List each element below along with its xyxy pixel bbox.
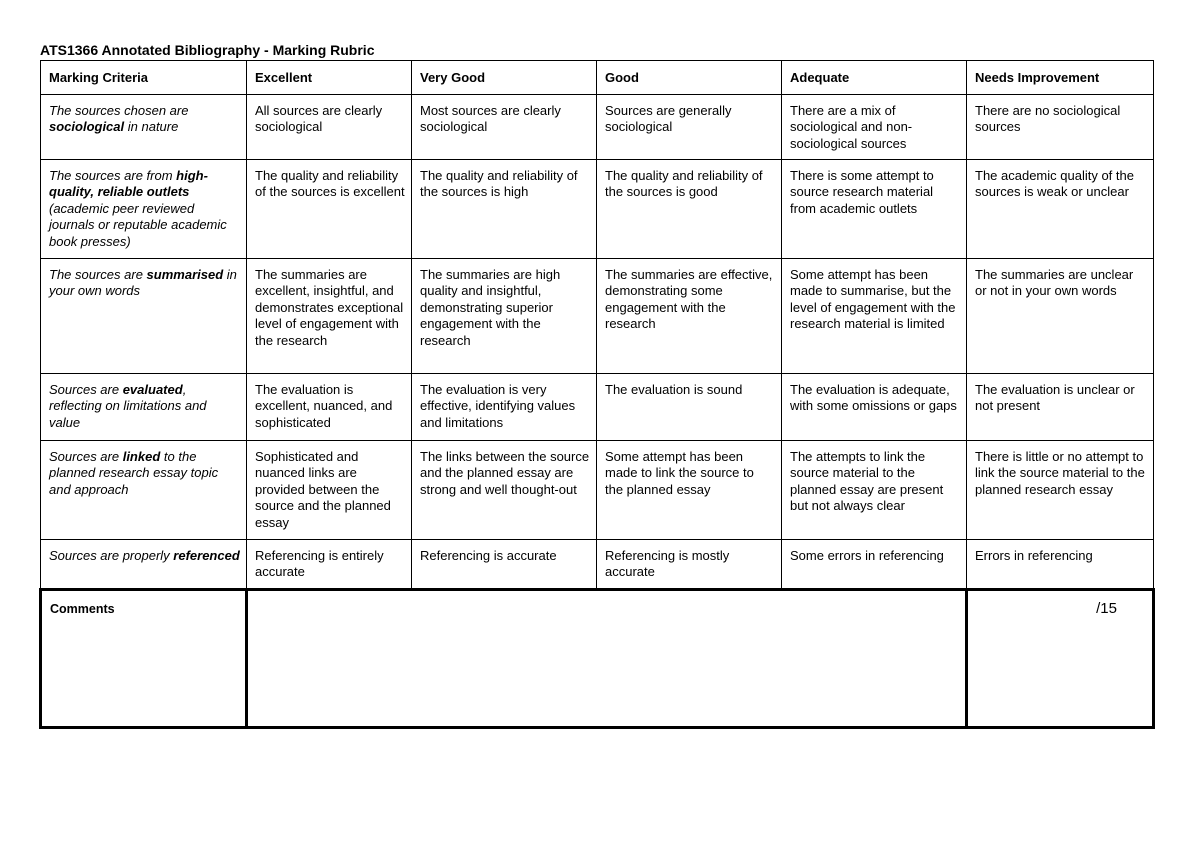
criterion-cell (41, 540, 247, 590)
criterion-text: Sources are (49, 449, 123, 464)
rating-cell-adequate: Some errors in referencing (782, 540, 967, 590)
table-row (41, 374, 1154, 441)
criterion-text: The sources chosen are (49, 103, 189, 118)
criterion-text: (academic peer reviewed journals or reputable academic book presses) (49, 200, 227, 249)
criterion-cell (41, 374, 247, 441)
rating-cell-adequate: There are a mix of sociological and non-sociological sources (782, 95, 967, 160)
header-excellent: Excellent (247, 61, 412, 95)
header-adequate: Adequate (782, 61, 967, 95)
header-needs-improvement: Needs Improvement (967, 61, 1154, 95)
rating-cell-needs-improvement: The summaries are unclear or not in your own words (967, 259, 1154, 374)
criterion-keyword: evaluated (122, 382, 183, 397)
rating-cell-adequate: There is some attempt to source research material from academic outlets (782, 160, 967, 259)
rating-cell-very-good: The summaries are high quality and insightful, demonstrating superior engagement with the research (412, 259, 597, 374)
rating-cell-adequate: The attempts to link the source material to the planned essay are present but not always clear (782, 441, 967, 540)
rating-cell-very-good: The evaluation is very effective, identifying values and limitations (412, 374, 597, 441)
score-total: /15 (967, 590, 1154, 728)
rating-cell-good: Referencing is mostly accurate (597, 540, 782, 590)
header-marking-criteria: Marking Criteria (41, 61, 247, 95)
table-row (41, 160, 1154, 259)
criterion-keyword: summarised (146, 267, 224, 282)
rating-cell-good: The evaluation is sound (597, 374, 782, 441)
rating-cell-good: The quality and reliability of the sources is good (597, 160, 782, 259)
criterion-text: in nature (124, 119, 179, 135)
rating-cell-excellent: The summaries are excellent, insightful, and demonstrates exceptional level of engagement with the research (247, 259, 412, 374)
header-good: Good (597, 61, 782, 95)
rating-cell-excellent: Referencing is entirely accurate (247, 540, 412, 590)
rating-cell-needs-improvement: The evaluation is unclear or not present (967, 374, 1154, 441)
table-row (41, 259, 1154, 374)
comments-field[interactable] (247, 590, 967, 728)
criterion-text: in your own words (49, 267, 237, 299)
criterion-keyword: sociological (49, 119, 125, 135)
criterion-keyword: referenced (173, 548, 240, 563)
table-row (41, 441, 1154, 540)
rating-cell-adequate: Some attempt has been made to summarise, but the level of engagement with the research material is limited (782, 259, 967, 374)
document-title: ATS1366 Annotated Bibliography - Marking Rubric (40, 42, 375, 58)
criterion-text: The sources are from (49, 168, 177, 183)
header-very-good: Very Good (412, 61, 597, 95)
rating-cell-good: Sources are generally sociological (597, 95, 782, 160)
criterion-text: Sources are (49, 382, 123, 397)
rating-cell-needs-improvement: There is little or no attempt to link the source material to the planned research essay (967, 441, 1154, 540)
criterion-cell (41, 160, 247, 259)
criterion-text: Sources are properly (49, 548, 174, 563)
rating-cell-very-good: The quality and reliability of the sources is high (412, 160, 597, 259)
rating-cell-very-good: The links between the source and the planned essay are strong and well thought-out (412, 441, 597, 540)
rating-cell-needs-improvement: The academic quality of the sources is weak or unclear (967, 160, 1154, 259)
rating-cell-excellent: Sophisticated and nuanced links are provided between the source and the planned essay (247, 441, 412, 540)
criterion-keyword: high-quality, reliable outlets (49, 168, 208, 200)
criterion-text: , reflecting on limitations and value (49, 382, 207, 430)
rating-cell-very-good: Most sources are clearly sociological (412, 95, 597, 160)
header-row (41, 61, 1154, 95)
rating-cell-excellent: The evaluation is excellent, nuanced, and sophisticated (247, 374, 412, 441)
rating-cell-good: The summaries are effective, demonstrating some engagement with the research (597, 259, 782, 374)
rating-cell-excellent: The quality and reliability of the sources is excellent (247, 160, 412, 259)
criterion-cell (41, 95, 247, 160)
comments-row (41, 590, 1154, 728)
table-row (41, 540, 1154, 590)
rating-cell-very-good: Referencing is accurate (412, 540, 597, 590)
criterion-cell (41, 441, 247, 540)
rating-cell-needs-improvement: There are no sociological sources (967, 95, 1154, 160)
criterion-keyword: linked (122, 449, 161, 464)
table-row (41, 95, 1154, 160)
rating-cell-excellent: All sources are clearly sociological (247, 95, 412, 160)
criterion-text: to the planned research essay topic and approach (49, 449, 219, 497)
comments-label: Comments (41, 590, 247, 728)
criterion-text: The sources are (49, 267, 147, 282)
rating-cell-adequate: The evaluation is adequate, with some omissions or gaps (782, 374, 967, 441)
rating-cell-good: Some attempt has been made to link the source to the planned essay (597, 441, 782, 540)
rating-cell-needs-improvement: Errors in referencing (967, 540, 1154, 590)
marking-rubric-table (39, 60, 1155, 729)
criterion-cell (41, 259, 247, 374)
